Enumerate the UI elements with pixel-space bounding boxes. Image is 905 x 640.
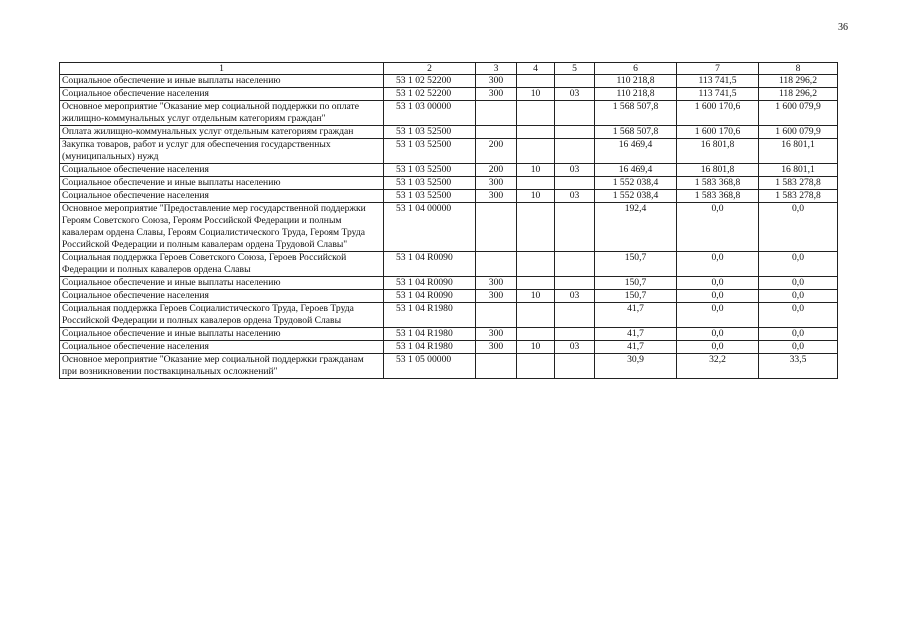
cell-col-6: 192,4 <box>595 203 677 252</box>
cell-col-3 <box>476 303 517 328</box>
cell-code: 53 1 04 R1980 <box>384 341 476 354</box>
cell-col-7: 0,0 <box>677 277 759 290</box>
page-number: 36 <box>838 22 848 33</box>
table-header-row <box>60 63 838 75</box>
table-row <box>60 75 838 88</box>
cell-col-8: 0,0 <box>759 341 838 354</box>
cell-col-6: 41,7 <box>595 341 677 354</box>
cell-name: Социальное обеспечение населения <box>60 164 384 177</box>
cell-col-7: 0,0 <box>677 328 759 341</box>
cell-col-3: 300 <box>476 328 517 341</box>
cell-col-5 <box>555 328 595 341</box>
header-col-3: 3 <box>476 63 517 75</box>
cell-col-8: 1 600 079,9 <box>759 126 838 139</box>
cell-col-7: 16 801,8 <box>677 164 759 177</box>
header-col-7: 7 <box>677 63 759 75</box>
cell-col-3: 300 <box>476 75 517 88</box>
cell-col-7: 0,0 <box>677 303 759 328</box>
cell-col-5 <box>555 177 595 190</box>
cell-code: 53 1 02 52200 <box>384 88 476 101</box>
cell-col-7: 0,0 <box>677 252 759 277</box>
cell-code: 53 1 04 R0090 <box>384 252 476 277</box>
table-row <box>60 328 838 341</box>
cell-col-6: 110 218,8 <box>595 88 677 101</box>
cell-col-7: 1 600 170,6 <box>677 101 759 126</box>
header-col-8: 8 <box>759 63 838 75</box>
cell-col-4: 10 <box>517 88 555 101</box>
cell-col-6: 16 469,4 <box>595 139 677 164</box>
cell-col-3: 300 <box>476 341 517 354</box>
cell-col-4 <box>517 354 555 379</box>
cell-code: 53 1 03 00000 <box>384 101 476 126</box>
cell-col-6: 41,7 <box>595 328 677 341</box>
header-col-4: 4 <box>517 63 555 75</box>
cell-col-8: 1 583 278,8 <box>759 190 838 203</box>
cell-code: 53 1 03 52500 <box>384 139 476 164</box>
cell-col-5 <box>555 139 595 164</box>
table-row <box>60 177 838 190</box>
cell-col-4: 10 <box>517 341 555 354</box>
cell-col-4 <box>517 101 555 126</box>
cell-col-5 <box>555 203 595 252</box>
cell-col-4 <box>517 277 555 290</box>
cell-col-8: 16 801,1 <box>759 164 838 177</box>
cell-col-7: 0,0 <box>677 290 759 303</box>
cell-name: Социальное обеспечение населения <box>60 88 384 101</box>
cell-col-5 <box>555 303 595 328</box>
cell-col-8: 0,0 <box>759 252 838 277</box>
cell-col-6: 150,7 <box>595 290 677 303</box>
table-row <box>60 139 838 164</box>
cell-code: 53 1 03 52500 <box>384 126 476 139</box>
cell-code: 53 1 04 R1980 <box>384 328 476 341</box>
cell-col-8: 0,0 <box>759 328 838 341</box>
cell-col-4 <box>517 139 555 164</box>
table-row <box>60 164 838 177</box>
cell-col-5 <box>555 75 595 88</box>
cell-col-4 <box>517 203 555 252</box>
table-row <box>60 290 838 303</box>
cell-col-5 <box>555 126 595 139</box>
cell-code: 53 1 02 52200 <box>384 75 476 88</box>
cell-col-6: 30,9 <box>595 354 677 379</box>
cell-col-5: 03 <box>555 190 595 203</box>
cell-col-5: 03 <box>555 88 595 101</box>
cell-col-7: 1 583 368,8 <box>677 177 759 190</box>
cell-col-3 <box>476 101 517 126</box>
cell-col-8: 0,0 <box>759 290 838 303</box>
cell-col-8: 16 801,1 <box>759 139 838 164</box>
cell-col-3 <box>476 252 517 277</box>
header-col-1: 1 <box>60 63 384 75</box>
cell-code: 53 1 04 R1980 <box>384 303 476 328</box>
cell-col-4 <box>517 303 555 328</box>
cell-name: Основное мероприятие "Оказание мер социальной поддержки по оплате жилищно-коммунальных услуг отдельным категориям граждан" <box>60 101 384 126</box>
cell-col-3: 300 <box>476 88 517 101</box>
cell-col-4 <box>517 252 555 277</box>
cell-col-8: 1 583 278,8 <box>759 177 838 190</box>
cell-col-7: 113 741,5 <box>677 88 759 101</box>
cell-code: 53 1 03 52500 <box>384 164 476 177</box>
cell-col-4: 10 <box>517 164 555 177</box>
cell-col-6: 1 568 507,8 <box>595 101 677 126</box>
cell-col-3: 300 <box>476 290 517 303</box>
cell-col-8: 0,0 <box>759 303 838 328</box>
cell-name: Социальное обеспечение и иные выплаты населению <box>60 277 384 290</box>
cell-name: Социальное обеспечение и иные выплаты населению <box>60 75 384 88</box>
cell-code: 53 1 04 R0090 <box>384 277 476 290</box>
cell-col-7: 32,2 <box>677 354 759 379</box>
cell-col-7: 0,0 <box>677 341 759 354</box>
cell-col-6: 16 469,4 <box>595 164 677 177</box>
cell-col-4 <box>517 177 555 190</box>
cell-code: 53 1 04 00000 <box>384 203 476 252</box>
cell-col-3: 300 <box>476 190 517 203</box>
cell-col-3: 300 <box>476 177 517 190</box>
cell-col-4: 10 <box>517 190 555 203</box>
cell-col-8: 33,5 <box>759 354 838 379</box>
cell-col-5 <box>555 354 595 379</box>
cell-col-4 <box>517 126 555 139</box>
cell-col-4: 10 <box>517 290 555 303</box>
cell-col-8: 1 600 079,9 <box>759 101 838 126</box>
cell-name: Социальное обеспечение населения <box>60 341 384 354</box>
cell-col-5 <box>555 101 595 126</box>
table-row <box>60 354 838 379</box>
budget-table <box>59 62 838 379</box>
cell-name: Социальная поддержка Героев Социалистического Труда, Героев Труда Российской Федерации и полных кавалеров ордена Трудовой Славы <box>60 303 384 328</box>
cell-col-6: 41,7 <box>595 303 677 328</box>
cell-code: 53 1 05 00000 <box>384 354 476 379</box>
table-row <box>60 341 838 354</box>
header-col-5: 5 <box>555 63 595 75</box>
table-row <box>60 303 838 328</box>
header-col-6: 6 <box>595 63 677 75</box>
cell-col-3: 200 <box>476 139 517 164</box>
cell-col-7: 16 801,8 <box>677 139 759 164</box>
cell-col-3 <box>476 126 517 139</box>
cell-name: Оплата жилищно-коммунальных услуг отдельным категориям граждан <box>60 126 384 139</box>
cell-name: Закупка товаров, работ и услуг для обеспечения государственных (муниципальных) нужд <box>60 139 384 164</box>
cell-col-7: 0,0 <box>677 203 759 252</box>
cell-col-6: 1 568 507,8 <box>595 126 677 139</box>
table-row <box>60 126 838 139</box>
cell-code: 53 1 03 52500 <box>384 177 476 190</box>
cell-name: Основное мероприятие "Оказание мер социальной поддержки гражданам при возникновении поствакцинальных осложнений" <box>60 354 384 379</box>
table-row <box>60 277 838 290</box>
cell-name: Социальное обеспечение и иные выплаты населению <box>60 328 384 341</box>
header-col-2: 2 <box>384 63 476 75</box>
cell-name: Социальное обеспечение и иные выплаты населению <box>60 177 384 190</box>
table-row <box>60 88 838 101</box>
cell-code: 53 1 04 R0090 <box>384 290 476 303</box>
table-row <box>60 203 838 252</box>
cell-col-4 <box>517 328 555 341</box>
cell-col-5 <box>555 277 595 290</box>
table-body <box>60 75 838 379</box>
cell-col-4 <box>517 75 555 88</box>
table-row <box>60 190 838 203</box>
cell-name: Основное мероприятие "Предоставление мер государственной поддержки Героям Советского Союза, Героям Российской Федерации и полным кавалерам ордена Славы, Героям Социалистического Труда, Героям Труда Российской Федерации и полным кавалерам ордена Трудовой Славы" <box>60 203 384 252</box>
cell-col-7: 113 741,5 <box>677 75 759 88</box>
cell-col-8: 118 296,2 <box>759 75 838 88</box>
cell-col-6: 1 552 038,4 <box>595 190 677 203</box>
cell-name: Социальное обеспечение населения <box>60 190 384 203</box>
cell-col-8: 118 296,2 <box>759 88 838 101</box>
cell-col-6: 110 218,8 <box>595 75 677 88</box>
table-row <box>60 252 838 277</box>
cell-name: Социальная поддержка Героев Советского Союза, Героев Российской Федерации и полных кавалеров ордена Славы <box>60 252 384 277</box>
cell-col-5: 03 <box>555 341 595 354</box>
cell-col-5: 03 <box>555 164 595 177</box>
cell-col-7: 1 600 170,6 <box>677 126 759 139</box>
cell-code: 53 1 03 52500 <box>384 190 476 203</box>
cell-col-5 <box>555 252 595 277</box>
cell-col-5: 03 <box>555 290 595 303</box>
table-row <box>60 101 838 126</box>
cell-col-3: 300 <box>476 277 517 290</box>
cell-col-8: 0,0 <box>759 203 838 252</box>
cell-col-6: 150,7 <box>595 277 677 290</box>
cell-col-3 <box>476 354 517 379</box>
cell-col-7: 1 583 368,8 <box>677 190 759 203</box>
cell-col-3 <box>476 203 517 252</box>
cell-col-8: 0,0 <box>759 277 838 290</box>
cell-col-6: 150,7 <box>595 252 677 277</box>
cell-name: Социальное обеспечение населения <box>60 290 384 303</box>
cell-col-3: 200 <box>476 164 517 177</box>
cell-col-6: 1 552 038,4 <box>595 177 677 190</box>
